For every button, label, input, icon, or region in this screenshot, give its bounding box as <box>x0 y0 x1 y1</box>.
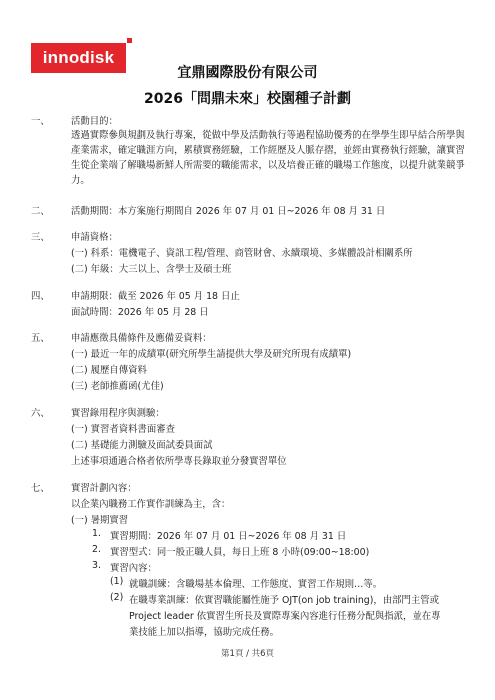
subsub-item-number: (2) <box>110 592 124 603</box>
section-5-number: 五、 <box>31 333 50 344</box>
section-1-number: 一、 <box>31 116 50 127</box>
section-7-number: 七、 <box>31 483 50 494</box>
section-7-item: (一) 暑期實習 <box>71 515 129 526</box>
section-6-item: (二) 基礎能力測驗及面試委員面試 <box>71 440 213 451</box>
section-5-item: (一) 最近一年的成績單(研究所學生請提供大學及研究所現有成績單) <box>71 349 352 360</box>
section-2-line: 活動期間：本方案施行期間自 2026 年 07 月 01 日~2026 年 08 月 31 日 <box>71 206 386 217</box>
section-5-item: (三) 老師推薦函(尤佳) <box>71 381 164 392</box>
section-7-item: 以企業內職務工作實作訓練為主，含： <box>71 499 231 510</box>
section-6-heading: 實習錄用程序與測驗： <box>71 408 165 419</box>
subsub-item-number: (1) <box>110 576 124 587</box>
section-5-heading: 申請應徵具備條件及應備妥資料： <box>71 333 212 344</box>
sub-item-text: 實習型式：同一般正職人員，每日上班 8 小時(09:00~18:00) <box>110 547 370 558</box>
section-5-item: (二) 履歷自傳資料 <box>71 365 147 376</box>
sub-item-text: 實習內容： <box>110 563 157 574</box>
section-6-number: 六、 <box>31 408 50 419</box>
company-name: 宜鼎國際股份有限公司 <box>177 65 318 81</box>
section-4-heading: 申請期限：截至 2026 年 05 月 18 日止 <box>71 291 240 302</box>
sub-item-number: 2. <box>92 544 101 555</box>
page-footer: 第1頁 / 共6頁 <box>220 649 275 659</box>
section-1-body: 透過實際參與規劃及執行專案，從做中學及活動執行等過程協助優秀的在學學生即早結合所學與產業需求，確定職涯方向，累積實務經驗，工作經歷及人脈存摺，並經由實務執行經驗，讓實習生從企業端了解職場新鮮人所需要的職能需求，以及培養正確的職場工作態度，以提升就業競爭力。 <box>71 130 465 186</box>
section-3-item: (二) 年級：大三以上、含學士及碩士班 <box>71 264 232 275</box>
subsub-item-text: 就職訓練：含職場基本倫理、工作態度、實習工作規則…等。 <box>129 579 383 590</box>
section-3-number: 三、 <box>31 232 50 243</box>
sub-item-text: 實習期間：2026 年 07 月 01 日~2026 年 08 月 31 日 <box>110 531 347 542</box>
section-3-heading: 申請資格： <box>71 232 118 243</box>
section-7-heading: 實習計劃內容： <box>71 483 137 494</box>
sub-item-number: 1. <box>92 528 101 539</box>
section-4-number: 四、 <box>31 291 50 302</box>
subsub-item-text: 在職專業訓練：依實習職能屬性施予 OJT(on job training)，由部門主管或 <box>129 595 440 606</box>
section-6-item: 上述事項通過合格者依所學專長錄取並分發實習單位 <box>71 456 287 467</box>
section-6-item: (一) 實習者資料書面審查 <box>71 424 176 435</box>
section-3-item: (一) 科系：電機電子、資訊工程/管理、商管財會、永續環境、多媒體設計相關系所 <box>71 248 413 259</box>
logo-accent-square <box>127 38 132 43</box>
section-4-item: 面試時間：2026 年 05 月 28 日 <box>71 307 209 318</box>
subsub-item-continuation: 業技能上加以指導，協助完成任務。 <box>129 627 280 638</box>
section-1-heading: 活動目的： <box>71 116 118 127</box>
logo-text: innodisk <box>42 48 115 67</box>
subsub-item-continuation: Project leader 依實習生所長及實際專案內容進行任務分配與指派，並在專 <box>129 611 441 622</box>
sub-item-number: 3. <box>92 560 101 571</box>
document-title: 2026「問鼎未來」校園種子計劃 <box>144 91 351 107</box>
section-2-number: 二、 <box>31 206 50 217</box>
